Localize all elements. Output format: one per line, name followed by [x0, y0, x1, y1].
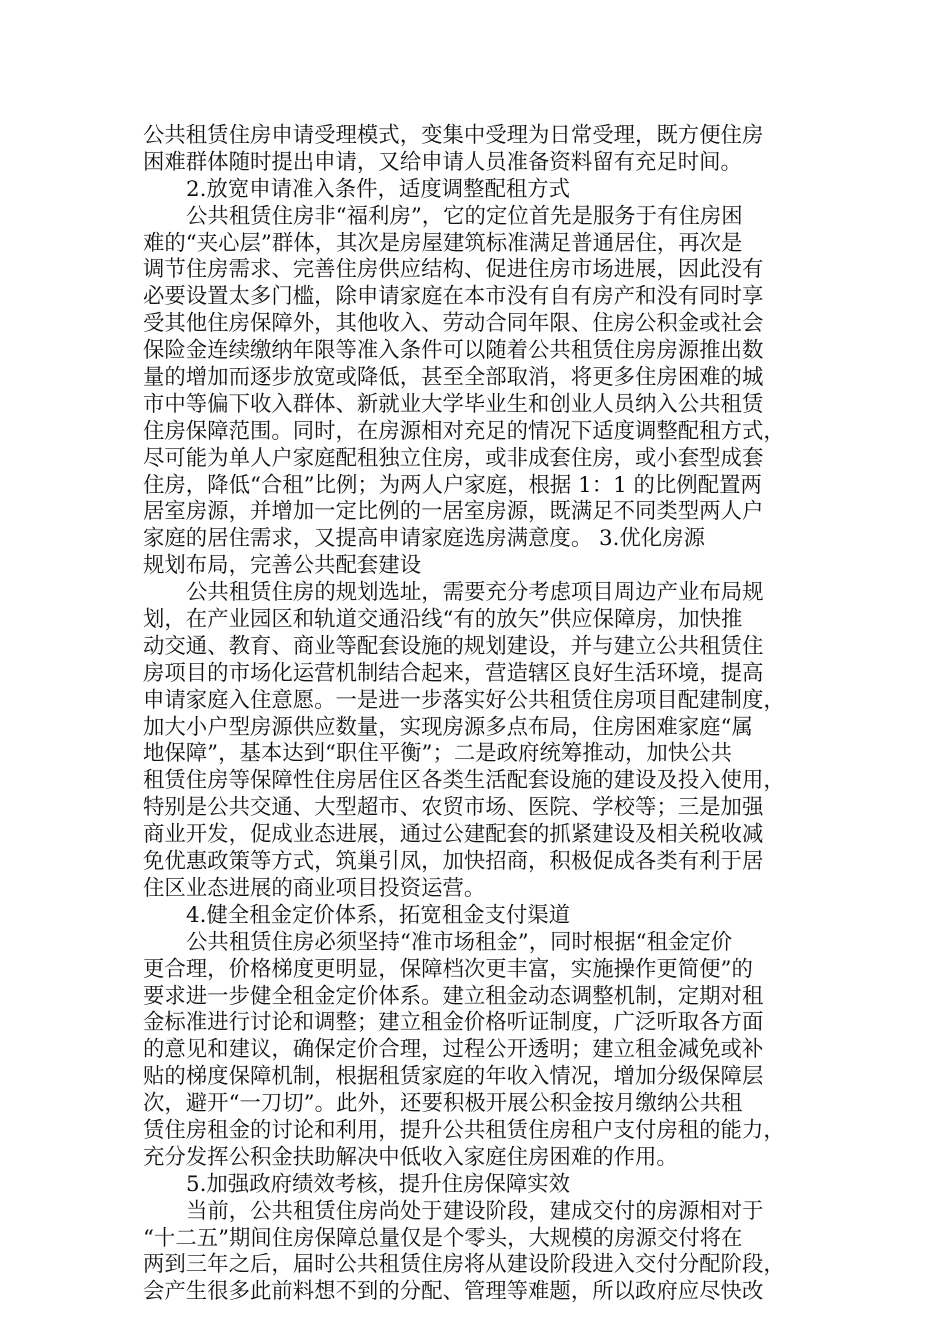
text-line: 金标准进行讨论和调整；建立租金价格听证制度，广泛听取各方面	[143, 1010, 764, 1036]
text-line: 申请家庭入住意愿。一是进一步落实好公共租赁住房项目配建制度，	[143, 687, 785, 713]
text-line: 市中等偏下收入群体、新就业大学毕业生和创业人员纳入公共租赁	[143, 391, 764, 417]
text-line: 公共租赁住房申请受理模式，变集中受理为日常受理，既方便住房	[143, 123, 764, 148]
text-line: 公共租赁住房必须坚持“准市场租金”，同时根据“租金定价	[186, 929, 733, 955]
text-line: 两到三年之后，届时公共租赁住房将从建设阶段进入交付分配阶段，	[143, 1252, 785, 1278]
text-line: 调节住房需求、完善住房供应结构、促进住房市场进展，因此没有	[143, 257, 764, 283]
text-line: 必要设置太多门槛，除申请家庭在本市没有自有房产和没有同时享	[143, 284, 764, 310]
text-line: 规划布局，完善公共配套建设	[143, 553, 422, 579]
text-line: 保险金连续缴纳年限等准入条件可以随着公共租赁住房房源推出数	[143, 338, 764, 364]
text-line: 受其他住房保障外，其他收入、劳动合同年限、住房公积金或社会	[143, 311, 764, 337]
text-line: 住房保障范围。同时，在房源相对充足的情况下适度调整配租方式，	[143, 418, 785, 444]
text-line: 免优惠政策等方式，筑巢引凤，加快招商，积极促成各类有利于居	[143, 849, 764, 875]
section-heading-line: 4.健全租金定价体系，拓宽租金支付渠道	[186, 902, 571, 928]
text-line: 特别是公共交通、大型超市、农贸市场、医院、学校等；三是加强	[143, 795, 764, 821]
text-line: 更合理，价格梯度更明显，保障档次更丰富，实施操作更简便”的	[143, 956, 753, 982]
text-line: 困难群体随时提出申请，又给申请人员准备资料留有充足时间。	[143, 149, 742, 175]
text-line: 的意见和建议，确保定价合理，过程公开透明；建立租金减免或补	[143, 1037, 764, 1063]
text-line: 贴的梯度保障机制，根据租赁家庭的年收入情况，增加分级保障层	[143, 1064, 764, 1090]
text-line: 充分发挥公积金扶助解决中低收入家庭住房困难的作用。	[143, 1144, 678, 1170]
document-page	[143, 123, 795, 1306]
text-line: 尽可能为单人户家庭配租独立住房，或非成套住房，或小套型成套	[143, 445, 764, 471]
text-line: 会产生很多此前料想不到的分配、管理等难题，所以政府应尽快改	[143, 1279, 764, 1305]
text-line: 商业开发，促成业态进展，通过公建配套的抓紧建设及相关税收减	[143, 822, 764, 848]
text-line: 要求进一步健全租金定价体系。建立租金动态调整机制，定期对租	[143, 983, 764, 1009]
section-heading-line: 5.加强政府绩效考核，提升住房保障实效	[186, 1171, 571, 1197]
text-line: 家庭的居住需求，又提高申请家庭选房满意度。 3.优化房源	[143, 526, 705, 552]
section-heading-line: 2.放宽申请准入条件，适度调整配租方式	[186, 176, 571, 202]
text-line: 房项目的市场化运营机制结合起来，营造辖区良好生活环境，提高	[143, 660, 764, 686]
text-line: “十二五”期间住房保障总量仅是个零头，大规模的房源交付将在	[143, 1225, 743, 1251]
text-line: 住区业态进展的商业项目投资运营。	[143, 875, 486, 901]
text-line: 住房，降低“合租”比例；为两人户家庭，根据 1：1 的比例配置两	[143, 472, 762, 498]
text-line: 地保障”，基本达到“职住平衡”；二是政府统筹推动，加快公共	[143, 741, 732, 767]
text-line: 量的增加而逐步放宽或降低，甚至全部取消，将更多住房困难的城	[143, 365, 764, 391]
text-line: 动交通、教育、商业等配套设施的规划建设，并与建立公共租赁住	[143, 633, 764, 659]
text-line: 租赁住房等保障性住房居住区各类生活配套设施的建设及投入使用，	[143, 768, 785, 794]
text-line: 划，在产业园区和轨道交通沿线“有的放矢”供应保障房，加快推	[143, 607, 743, 633]
text-line: 当前，公共租赁住房尚处于建设阶段，建成交付的房源相对于	[186, 1198, 764, 1224]
text-line: 难的“夹心层”群体，其次是房屋建筑标准满足普通居住，再次是	[143, 230, 743, 256]
text-line: 公共租赁住房的规划选址，需要充分考虑项目周边产业布局规	[186, 580, 764, 606]
text-line: 赁住房租金的讨论和利用，提升公共租赁住房租户支付房租的能力，	[143, 1117, 785, 1143]
text-line: 次，避开“一刀切”。此外，还要积极开展公积金按月缴纳公共租	[143, 1091, 743, 1117]
text-line: 加大小户型房源供应数量，实现房源多点布局，住房困难家庭“属	[143, 714, 753, 740]
text-line: 居室房源，并增加一定比例的一居室房源，既满足不同类型两人户	[143, 499, 764, 525]
text-line: 公共租赁住房非“福利房”，它的定位首先是服务于有住房困	[186, 203, 743, 229]
